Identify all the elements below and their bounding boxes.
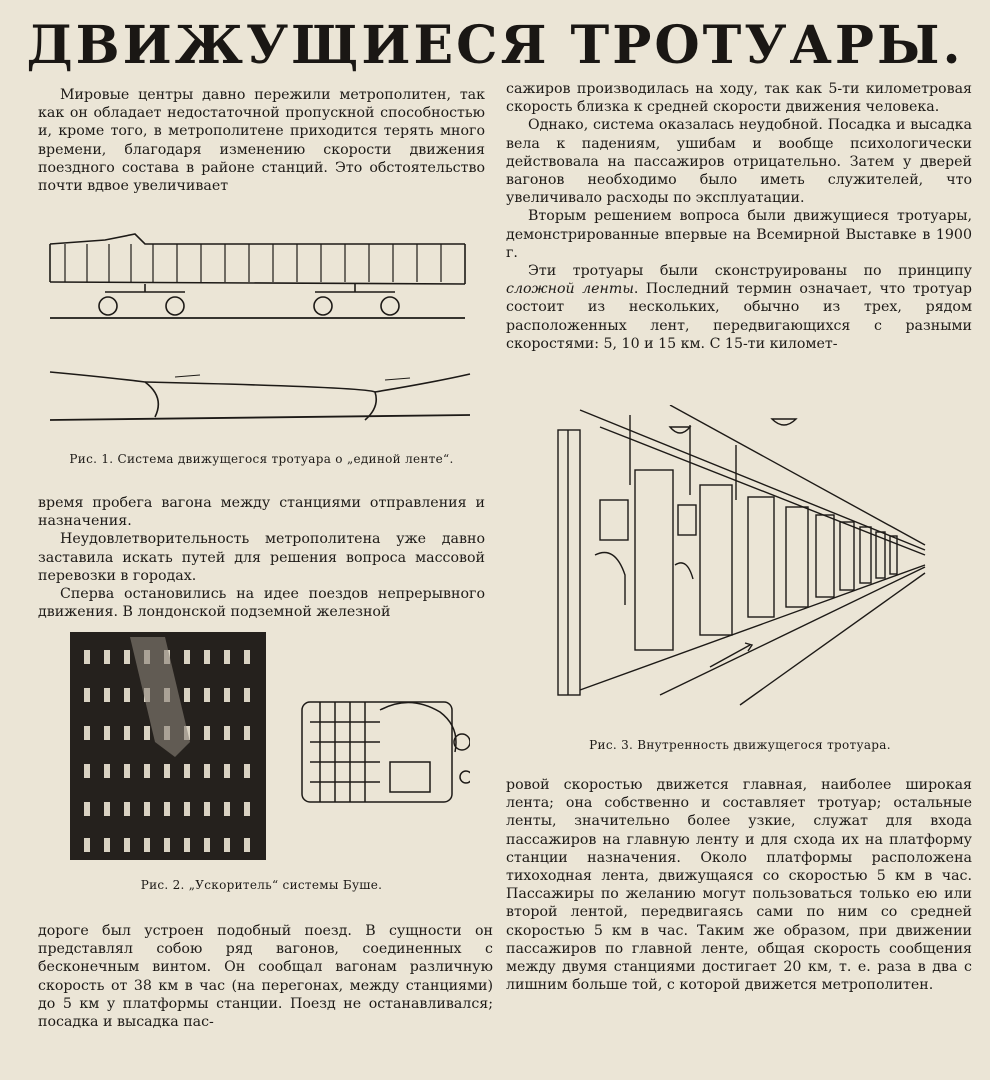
text-run: Эти тротуары были сконструированы по принципу (528, 263, 972, 280)
paragraph: ровой скоростью движется главная, наиболее широкая лента; она собственно и составляет тротуар; остальные ленты, значительно более узкие, служат для входа пассажиров на главную ленту и для схода их на платформу станции назначения. Около платформы расположена тихоходная лента, движущаяся со скоростью 5 км в час. Пассажиры по желанию могут пользоваться только ею или второй лентой, передвигаясь сами по ним со средней скоростью 5 км в час. Таким же образом, при движении пассажиров по главной ленте, общая скорость сообщения между двумя станциями достигает 20 км, т. е. раза в два с лишним больше той, с которой движется метрополитен. (506, 777, 972, 994)
figure-3-caption: Рис. 3. Внутренность движущегося тротуара. (589, 738, 891, 752)
figure-2-caption: Рис. 2. „Ускоритель“ системы Буше. (140, 878, 383, 892)
figure-1-belt-system (45, 222, 475, 437)
left-column-top (38, 86, 485, 195)
article-title: ДВИЖУЩИЕСЯ ТРОТУАРЫ. (26, 15, 964, 76)
figure-2-accelerator (70, 632, 470, 862)
paragraph: Вторым решением вопроса были движущиеся тротуары, демонстрированные впервые на Всемирной Выставке в 1900 г. (506, 208, 972, 261)
paragraph: Однако, система оказалась неудобной. Посадка и высадка вела к падениям, ушибам и вообще психологически действовала на пассажиров отрицательно. Затем у дверей вагонов необходимо было иметь служителей, что увеличивало расходы по эксплуатации. (506, 117, 972, 207)
paragraph: Неудовлетворительность метрополитена уже давно заставила искать путей для решения вопроса массовой перевозки в городах. (38, 531, 485, 584)
emphasis-text: сложной ленты (506, 281, 634, 298)
paragraph (506, 262, 972, 353)
paragraph: сажиров производилась на ходу, так как 5-ти километровая скорость близка к средней скорости движения человека. (506, 81, 972, 116)
right-column-bottom (506, 776, 972, 994)
paragraph: Сперва остановились на идее поездов непрерывного движения. В лондонской подземной железной (38, 586, 485, 621)
paragraph: Мировые центры давно пережили метрополитен, так как он обладает недостаточной пропускной способностью и, кроме того, в метрополитене приходится терять много времени, благодаря изменению скорости движения поездного состава в районе станций. Это обстоятельство почти вдвое увеличивает (38, 87, 485, 195)
paragraph: время пробега вагона между станциями отправления и назначения. (38, 495, 485, 530)
figure-3-interior (540, 405, 930, 715)
left-column-middle (38, 494, 485, 621)
figure-1-caption: Рис. 1. Система движущегося тротуара о „единой ленте“. (69, 452, 454, 466)
left-column-bottom (38, 922, 493, 1031)
text-run: . Последний термин означает, что тротуар состоит из нескольких, обычно из трех, рядом расположенных лент, передвигающихся с разными скоростями: 5, 10 и 15 км. С 15-ти километ- (506, 281, 972, 352)
paragraph: дороге был устроен подобный поезд. В сущности он представлял собою ряд вагонов, соединенных с бесконечным винтом. Он сообщал вагонам различную скорость от 38 км в час (на перегонах, между станциями) до 5 км у платформы станции. Поезд не останавливался; посадка и высадка пас- (38, 923, 493, 1031)
right-column-top (506, 80, 972, 353)
